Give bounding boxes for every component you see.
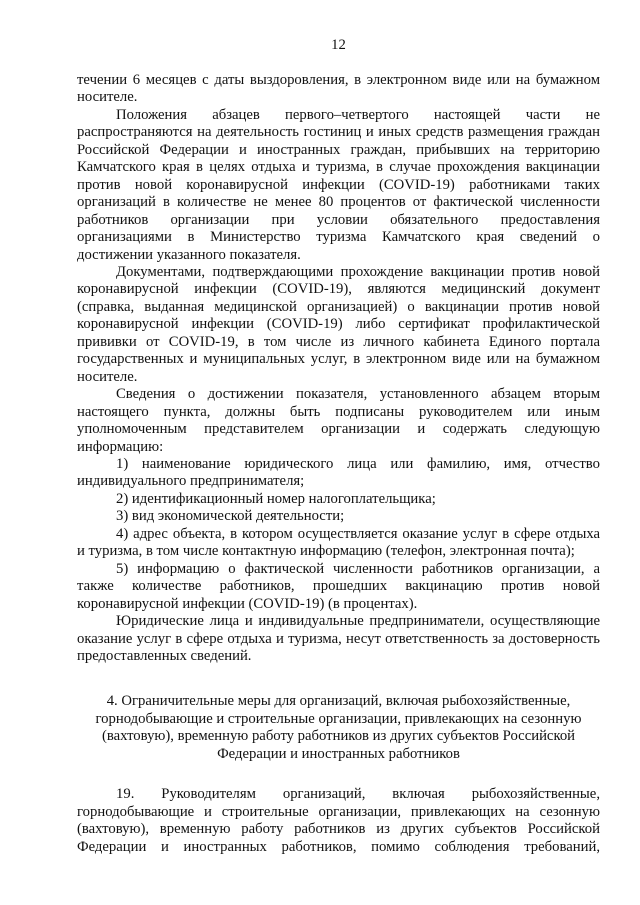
text-line: работников организации при условии обязательного предоставления	[77, 211, 600, 228]
text-line: Камчатского края в целях отдыха и туризма, в случае прохождения вакцинации	[77, 159, 600, 176]
text-line: информацию:	[77, 438, 164, 455]
text-line: Российской Федерации и иностранных граждан, прибывших на территорию	[77, 141, 600, 158]
text-line: распространяются на деятельность гостиниц и иных средств размещения граждан	[77, 124, 600, 141]
text-line: Юридические лица и индивидуальные предприниматели, осуществляющие	[116, 613, 600, 630]
text-line: Сведения о достижении показателя, установленного абзацем вторым	[116, 386, 600, 403]
text-line: носителе.	[77, 368, 138, 385]
text-line: горнодобывающие и строительные организации, привлекающих на сезонную	[95, 710, 582, 727]
text-line: (вахтовую), временную работу работников из других субъектов Российской	[101, 728, 576, 745]
paragraph-indicator-information	[77, 386, 600, 456]
section-heading	[77, 693, 600, 763]
document-body	[77, 72, 600, 856]
paragraph-continuation	[77, 72, 600, 107]
text-line: Федерации и иностранных работников	[217, 745, 460, 762]
text-line: 4) адрес объекта, в котором осуществляется оказание услуг в сфере отдыха	[116, 525, 600, 542]
text-line: уполномоченным представителем организации и содержать следующую	[77, 421, 600, 438]
text-line: (справка, выданная медицинской организацией) о вакцинации против новой	[77, 298, 600, 315]
text-line: 1) наименование юридического лица или фамилию, имя, отчество	[116, 455, 600, 472]
text-line: 3) вид экономической деятельности;	[116, 508, 345, 525]
text-line: носителе.	[77, 89, 138, 106]
page-number: 12	[331, 37, 346, 53]
text-line: оказание услуг в сфере отдыха и туризма, несут ответственность за достоверность	[77, 630, 600, 647]
text-line: индивидуального предпринимателя;	[77, 473, 305, 490]
text-line: Положения абзацев первого–четвертого настоящей части не	[116, 106, 600, 123]
list-item-5	[77, 561, 600, 613]
text-line: Федерации и иностранных работников, помимо соблюдения требований,	[77, 838, 600, 855]
text-line: горнодобывающие и строительные организации, привлекающих на сезонную	[77, 803, 600, 820]
clause-19	[77, 786, 600, 856]
text-line: также количестве работников, прошедших вакцинацию против новой	[77, 578, 600, 595]
text-line: против новой коронавирусной инфекции (COVID-19) работниками таких	[77, 176, 600, 193]
text-line: государственных и муниципальных услуг, в электронном виде или на бумажном	[77, 351, 600, 368]
paragraph-vaccination-documents	[77, 264, 600, 386]
list-item-3	[77, 508, 600, 525]
text-line: организациями в Министерство туризма Камчатского края сведений о	[77, 229, 600, 246]
text-line: 19. Руководителям организаций, включая рыбохозяйственные,	[116, 786, 600, 803]
text-line: организаций в количестве не менее 80 процентов от фактической численности	[77, 194, 600, 211]
text-line: предоставленных сведений.	[77, 647, 252, 664]
text-line: 2) идентификационный номер налогоплательщика;	[116, 490, 436, 507]
text-line: коронавирусной инфекции (COVID-19) (в процентах).	[77, 595, 418, 612]
text-line: коронавирусной инфекции (COVID-19) либо сертификат профилактической	[77, 316, 600, 333]
text-line: Документами, подтверждающими прохождение вакцинации против новой	[116, 263, 600, 280]
text-line: прививки от COVID-19, в том числе из личного кабинета Единого портала	[77, 333, 600, 350]
text-line: (вахтовую), временную работу работников из других субъектов Российской	[77, 821, 600, 838]
text-line: течении 6 месяцев с даты выздоровления, в электронном виде или на бумажном	[77, 72, 600, 88]
paragraph-hotel-exemption	[77, 107, 600, 264]
text-line: 5) информацию о фактической численности работников организации, а	[116, 560, 600, 577]
text-line: и туризма, в том числе контактную информацию (телефон, электронная почта);	[77, 543, 575, 560]
text-line: настоящего пункта, должны быть подписаны руководителем или иным	[77, 403, 600, 420]
paragraph-responsibility	[77, 613, 600, 665]
text-line: достижении указанного показателя.	[77, 246, 301, 263]
list-item-2	[77, 491, 600, 508]
text-line: 4. Ограничительные меры для организаций, включая рыбохозяйственные,	[106, 693, 571, 710]
text-line: коронавирусной инфекции (COVID-19), являются медицинский документ	[77, 281, 600, 298]
list-item-1	[77, 456, 600, 491]
list-item-4	[77, 526, 600, 561]
